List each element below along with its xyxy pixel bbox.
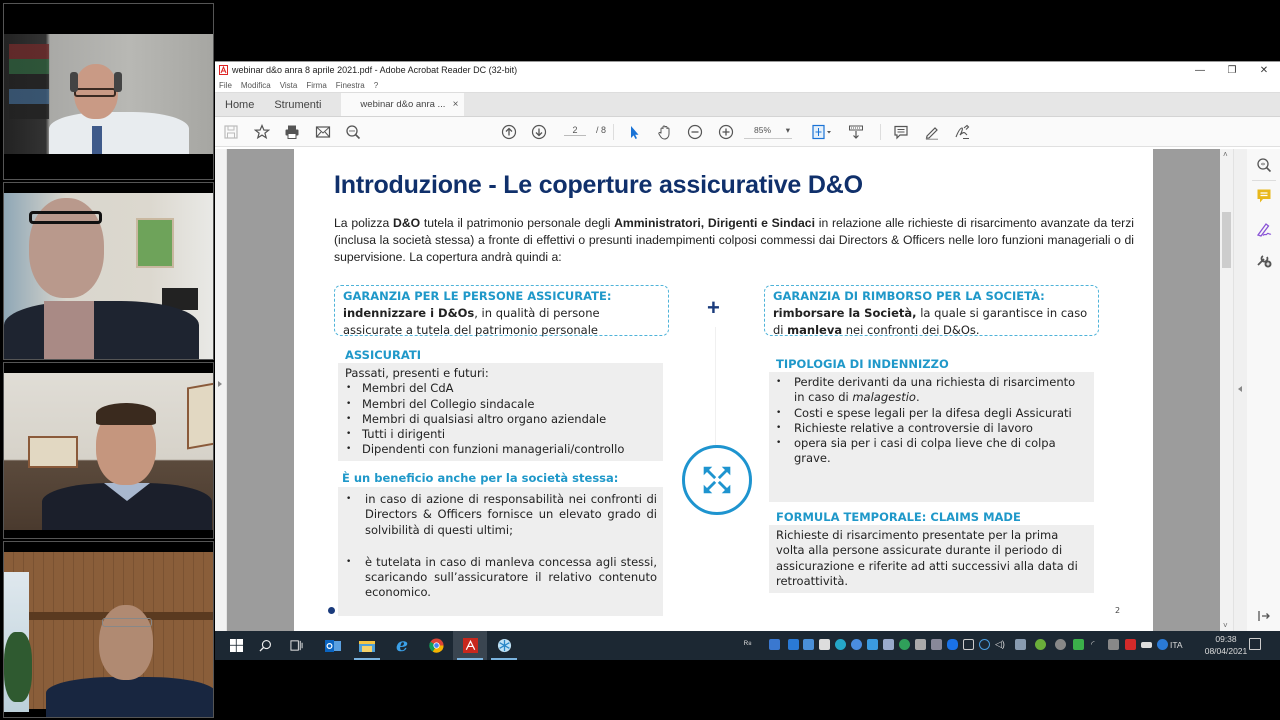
tray-icon-10[interactable]: [915, 639, 926, 650]
tray-icon-9[interactable]: [899, 639, 910, 650]
tray-icon-17[interactable]: [1035, 639, 1046, 650]
file-explorer-icon[interactable]: [350, 631, 384, 660]
page-margin-right: [1153, 149, 1220, 632]
list-item: [775, 375, 1088, 406]
tipologia-heading: TIPOLOGIA DI INDENNIZZO: [776, 357, 949, 371]
zoom-in-icon[interactable]: [718, 124, 734, 140]
expand-arrows-icon: [682, 445, 752, 515]
tray-icon-19[interactable]: [1073, 639, 1084, 650]
video-tile-participant-4[interactable]: [3, 541, 214, 718]
tray-icon-11[interactable]: [931, 639, 942, 650]
assicurati-list: [345, 381, 657, 457]
tray-icon-7[interactable]: [867, 639, 878, 650]
collapse-panel-icon[interactable]: [1255, 607, 1273, 625]
list-item: • Membri di qualsiasi altro organo aziendale: [345, 412, 657, 427]
tray-icon-18[interactable]: [1055, 639, 1066, 650]
toolbar-divider: [880, 124, 881, 140]
list-item: • Membri del Collegio sindacale: [345, 397, 657, 412]
garanzia-persone-text: , in qualità di persone assicurate a tutela del patrimonio personale: [343, 306, 600, 337]
window-title: webinar d&o anra 8 aprile 2021.pdf - Adobe Acrobat Reader DC (32-bit): [232, 65, 518, 75]
garanzia-societa-bold: manleva: [787, 323, 843, 337]
system-clock[interactable]: [1198, 633, 1254, 657]
assicurati-heading: ASSICURATI: [345, 348, 421, 362]
toolbar: [215, 117, 1280, 147]
list-item: • Tutti i dirigenti: [345, 427, 657, 442]
windows-taskbar: [215, 631, 1280, 660]
expand-arrow-icon: [218, 381, 222, 387]
intro-text: in relazione alle richieste di risarcimento avanzate da terzi (inclusa la società stessa) a fronte di effettivi o presunti inadempimenti colposi commessi dai Directors & Officers nelle loro funzioni manageriali o di supervisione. La copertura andrà quindi a:: [334, 216, 1135, 264]
bullet-dot: [328, 607, 335, 614]
intro-paragraph: [334, 215, 1134, 266]
slide-title: Introduzione - Le coperture assicurative D&O: [334, 171, 863, 199]
save-icon[interactable]: [223, 124, 239, 140]
tray-icon-1[interactable]: [769, 639, 780, 650]
search-icon[interactable]: [248, 631, 282, 660]
more-tools-icon[interactable]: [1255, 251, 1273, 269]
garanzia-persone-heading: GARANZIA PER LE PERSONE ASSICURATE:: [343, 289, 612, 303]
acrobat-pdf-icon: [219, 65, 228, 75]
battery-icon[interactable]: [1141, 642, 1152, 648]
people-icon[interactable]: ᴿ⁸: [744, 639, 752, 649]
list-item: • Costi e spese legali per la difesa degli Assicurati: [775, 406, 1088, 421]
plus-icon: +: [707, 295, 720, 320]
zoom-value: 85%: [754, 125, 772, 135]
tab-home-label: Home: [225, 98, 255, 111]
notifications-icon[interactable]: [1249, 638, 1261, 650]
tab-close-icon[interactable]: ×: [452, 99, 459, 110]
list-item: • è tutelata in caso di manleva concessa agli stessi, scaricando sull’assicuratore il relativo contenuto economico.: [345, 555, 657, 601]
list-item: • opera sia per i casi di colpa lieve che di colpa grave.: [775, 436, 1088, 467]
chrome-icon[interactable]: [419, 631, 453, 660]
tab-tools[interactable]: [264, 93, 331, 116]
list-item: • Richieste relative a controversie di lavoro: [775, 421, 1088, 436]
zoom-level-dropdown[interactable]: [744, 125, 792, 139]
left-panel-toggle[interactable]: [215, 149, 227, 632]
scroll-up-icon[interactable]: ˄: [1223, 150, 1228, 159]
sign-icon[interactable]: [954, 124, 970, 140]
chevron-down-icon: ▾: [785, 125, 790, 135]
intro-bold: Amministratori, Dirigenti e Sindaci: [614, 216, 815, 230]
menu-modifica[interactable]: Modifica: [240, 80, 271, 90]
acrobat-icon[interactable]: [453, 631, 487, 660]
right-tools-panel: [1233, 149, 1280, 632]
slide-page-number: 2: [1115, 606, 1121, 615]
assicurati-lead: Passati, presenti e futuri:: [345, 366, 489, 380]
list-item-text: .: [915, 390, 920, 405]
zoom-out-icon[interactable]: [687, 124, 703, 140]
video-call-sidebar: [0, 0, 215, 720]
garanzia-societa-box: [764, 285, 1099, 336]
print-icon[interactable]: [284, 124, 300, 140]
formula-heading: FORMULA TEMPORALE: CLAIMS MADE: [776, 510, 1021, 524]
task-view-icon[interactable]: [279, 631, 313, 660]
garanzia-persone-bold: indennizzare i D&Os: [343, 306, 475, 320]
list-item: • in caso di azione di responsabilità nei confronti di Directors & Officers fornisce un elevato grado di solvibilità di questi ultimi;: [345, 492, 657, 538]
scroll-down-icon[interactable]: ˅: [1223, 621, 1228, 630]
tray-icon-8[interactable]: [883, 639, 894, 650]
search-zoom-icon[interactable]: [345, 124, 361, 140]
beneficio-list: [345, 492, 657, 601]
edge-ie-icon[interactable]: e: [395, 634, 409, 656]
tray-icon-2[interactable]: [788, 639, 799, 650]
intro-text: La polizza: [334, 216, 394, 230]
formula-box: Richieste di risarcimento presentate per la prima volta alla persone assicurate durante il periodo di assicurazione e riferite ad atti successivi alla data di retroattività.: [769, 525, 1094, 593]
garanzia-persone-box: [334, 285, 669, 336]
tab-document[interactable]: [341, 93, 464, 116]
tab-tools-label: Strumenti: [274, 98, 322, 111]
fit-page-icon[interactable]: [812, 124, 834, 140]
panel-divider: [1252, 180, 1276, 181]
clock-time: 09:38: [1215, 634, 1237, 644]
right-panel-collapse[interactable]: [1234, 149, 1247, 632]
beneficio-box: [338, 487, 663, 616]
title-bar: [215, 62, 1280, 78]
list-item: • Dipendenti con funzioni manageriali/controllo: [345, 442, 657, 457]
page-navigator: [564, 125, 606, 136]
bookmark-star-icon[interactable]: [254, 124, 270, 140]
mcafee-icon[interactable]: [1125, 639, 1136, 650]
email-icon[interactable]: [315, 124, 331, 140]
snowflake-app-icon[interactable]: [487, 631, 521, 660]
garanzia-societa-bold: rimborsare la Società,: [773, 306, 917, 320]
pdf-page: [294, 149, 1153, 632]
intro-text: tutela il patrimonio personale degli: [420, 216, 615, 230]
volume-icon[interactable]: ◁): [995, 639, 1005, 649]
usb-icon[interactable]: [963, 639, 974, 650]
tipologia-box: [769, 372, 1094, 502]
vertical-scrollbar[interactable]: [1220, 149, 1233, 632]
video-tile-participant-1[interactable]: [3, 3, 214, 180]
hand-icon[interactable]: [657, 124, 673, 140]
tab-document-label: webinar d&o anra ...: [360, 99, 446, 110]
tray-icon-3[interactable]: [803, 639, 814, 650]
menu-file[interactable]: File: [219, 80, 232, 90]
scrollbar-thumb[interactable]: [1222, 212, 1231, 268]
letterbox-bottom: [215, 660, 1280, 720]
wifi-icon[interactable]: ◜: [1091, 639, 1095, 649]
select-cursor-icon[interactable]: [626, 124, 642, 140]
video-tile-participant-3[interactable]: [3, 362, 214, 539]
highlight-pen-icon[interactable]: [924, 124, 940, 140]
tray-security-icon[interactable]: [819, 639, 830, 650]
next-page-icon[interactable]: [531, 124, 547, 140]
garanzia-societa-text: nei confronti dei D&Os.: [842, 323, 980, 337]
maximize-button[interactable]: ❐: [1227, 64, 1237, 76]
garanzia-societa-heading: GARANZIA DI RIMBORSO PER LA SOCIETÀ:: [773, 289, 1045, 303]
prev-page-icon[interactable]: [501, 124, 517, 140]
language-indicator[interactable]: ITA: [1170, 640, 1183, 650]
enhance-zoom-icon[interactable]: [1255, 156, 1273, 174]
beneficio-heading: È un beneficio anche per la società stessa:: [342, 471, 619, 485]
menu-help[interactable]: ?: [373, 80, 379, 90]
page-number-input[interactable]: 2: [564, 125, 586, 136]
tray-icon-14[interactable]: [979, 639, 990, 650]
tab-bar: [215, 92, 1280, 117]
bluetooth-icon[interactable]: [947, 639, 958, 650]
menu-firma[interactable]: Firma: [306, 80, 327, 90]
minimize-button[interactable]: —: [1195, 64, 1205, 76]
video-tile-participant-2[interactable]: [3, 182, 214, 360]
page-margin-left: [227, 149, 294, 632]
menu-finestra[interactable]: Finestra: [335, 80, 365, 90]
comment-tool-icon[interactable]: [1255, 187, 1273, 205]
tray-icon-24[interactable]: [1157, 639, 1168, 650]
list-item: • Membri del CdA: [345, 381, 657, 396]
clock-date: 08/04/2021: [1204, 646, 1248, 656]
comment-icon[interactable]: [893, 124, 909, 140]
page-total: / 8: [596, 125, 607, 135]
list-item-italic: malagestio: [852, 390, 916, 405]
tray-icon-21[interactable]: [1108, 639, 1119, 650]
tipologia-list: [775, 375, 1088, 467]
acrobat-window: [215, 61, 1280, 631]
outlook-icon[interactable]: [316, 631, 350, 660]
document-viewport: [215, 149, 1280, 632]
toolbar-divider: [613, 124, 614, 140]
menu-bar: [215, 78, 1280, 92]
scroll-mode-icon[interactable]: [848, 124, 864, 140]
menu-vista[interactable]: Vista: [279, 80, 298, 90]
garanzia-societa-text: la quale si garantisce in caso di: [773, 306, 1088, 337]
divider-line: [715, 327, 716, 445]
collapse-arrow-icon: [1238, 386, 1242, 392]
fill-sign-icon[interactable]: [1255, 220, 1273, 238]
tray-icon-16[interactable]: [1015, 639, 1026, 650]
tray-icon-6[interactable]: [851, 639, 862, 650]
close-button[interactable]: ✕: [1259, 64, 1269, 76]
tab-home[interactable]: [215, 93, 264, 116]
intro-bold: D&O: [393, 216, 421, 230]
assicurati-box: [338, 363, 663, 461]
tray-icon-5[interactable]: [835, 639, 846, 650]
list-item-text: Perdite derivanti da una richiesta di risarcimento in caso di: [794, 375, 1076, 405]
